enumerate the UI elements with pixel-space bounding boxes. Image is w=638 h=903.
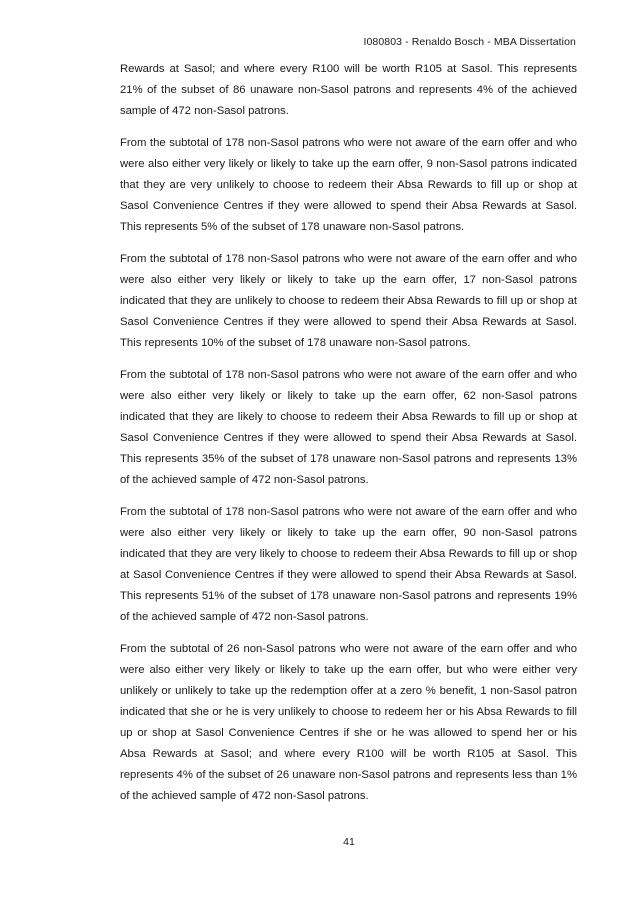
paragraph: From the subtotal of 178 non-Sasol patrons who were not aware of the earn offer and who were also either very likely or likely to take up the earn offer, 90 non-Sasol patrons indicated that they are very likely to choose to redeem their Absa Rewards to fill up or shop at Sasol Convenience Centres if they were allowed to spend their Absa Rewards at Sasol. This represents 51% of the subset of 178 unaware non-Sasol patrons and represents 19% of the achieved sample of 472 non-Sasol patrons. — [120, 506, 577, 623]
paragraph: From the subtotal of 26 non-Sasol patrons who were not aware of the earn offer and who were also either very likely or likely to take up the earn offer, but who were either very unlikely or unlikely to take up the redemption offer at a zero % benefit, 1 non-Sasol patron indicated that she or he is very unlikely to choose to redeem her or his Absa Rewards to fill up or shop at Sasol Convenience Centres if she or he was allowed to spend her or his Absa Rewards at Sasol; and where every R100 will be worth R105 at Sasol. This represents 4% of the subset of 26 unaware non-Sasol patrons and represents less than 1% of the achieved sample of 472 non-Sasol patrons. — [120, 643, 577, 802]
paragraph: Rewards at Sasol; and where every R100 will be worth R105 at Sasol. This represents 21% of the subset of 86 unaware non-Sasol patrons and represents 4% of the achieved sample of 472 non-Sasol patrons. — [120, 63, 577, 117]
page-number: 41 — [343, 836, 355, 848]
running-header: I080803 - Renaldo Bosch - MBA Dissertation — [363, 36, 576, 48]
paragraph: From the subtotal of 178 non-Sasol patrons who were not aware of the earn offer and who were also either very likely or likely to take up the earn offer, 17 non-Sasol patrons indicated that they are unlikely to choose to redeem their Absa Rewards to fill up or shop at Sasol Convenience Centres if they were allowed to spend their Absa Rewards at Sasol. This represents 10% of the subset of 178 unaware non-Sasol patrons. — [120, 253, 577, 349]
paragraph: From the subtotal of 178 non-Sasol patrons who were not aware of the earn offer and who were also either very likely or likely to take up the earn offer, 62 non-Sasol patrons indicated that they are likely to choose to redeem their Absa Rewards to fill up or shop at Sasol Convenience Centres if they were allowed to spend their Absa Rewards at Sasol. This represents 35% of the subset of 178 unaware non-Sasol patrons and represents 13% of the achieved sample of 472 non-Sasol patrons. — [120, 369, 577, 486]
paragraph: From the subtotal of 178 non-Sasol patrons who were not aware of the earn offer and who were also either very likely or likely to take up the earn offer, 9 non-Sasol patrons indicated that they are very unlikely to choose to redeem their Absa Rewards to fill up or shop at Sasol Convenience Centres if they were allowed to spend their Absa Rewards at Sasol. This represents 5% of the subset of 178 unaware non-Sasol patrons. — [120, 137, 577, 233]
body-text — [120, 59, 577, 818]
